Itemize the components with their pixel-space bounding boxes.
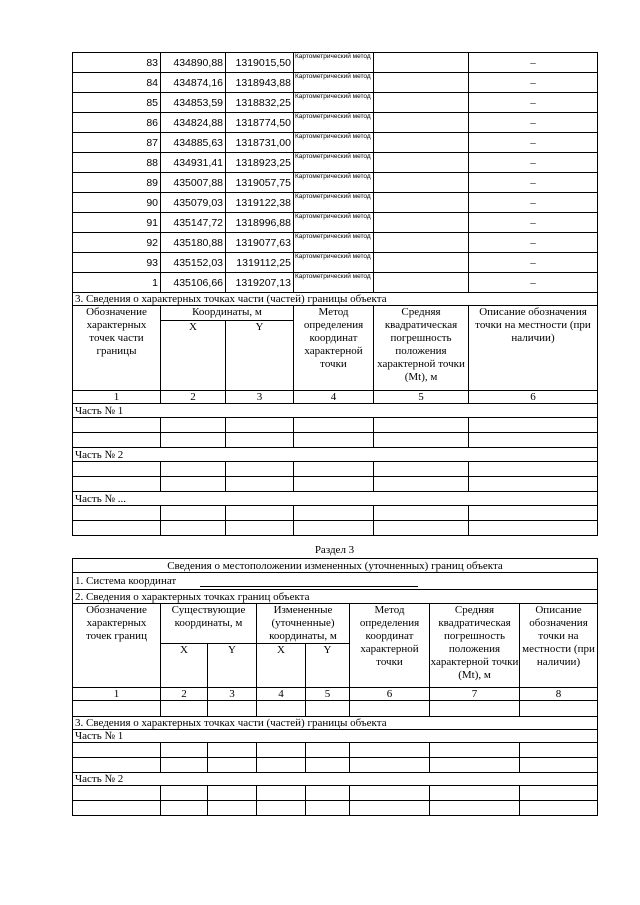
coord-x: 434931,41 <box>161 153 226 173</box>
table-row <box>73 433 598 448</box>
coord-x: 434890,88 <box>161 53 226 73</box>
description-cell: – <box>469 153 598 173</box>
empty-cell <box>306 786 350 801</box>
empty-cell <box>257 786 306 801</box>
empty-cell <box>226 433 294 448</box>
empty-cell <box>294 418 374 433</box>
section-heading: Раздел 3 <box>314 544 355 556</box>
header-y: Y <box>226 321 294 391</box>
coord-x: 434874,16 <box>161 73 226 93</box>
coord-y: 1318731,00 <box>226 133 294 153</box>
empty-cell <box>294 521 374 536</box>
empty-cell <box>73 462 161 477</box>
empty-cell <box>469 462 598 477</box>
table-row <box>73 717 598 730</box>
coord-x: 435152,03 <box>161 253 226 273</box>
empty-cell <box>306 758 350 773</box>
point-number: 88 <box>73 153 161 173</box>
coord-x: 434885,63 <box>161 133 226 153</box>
empty-cell <box>161 521 226 536</box>
empty-cell <box>73 786 161 801</box>
table-row <box>73 173 598 193</box>
description-cell: – <box>469 213 598 233</box>
empty-cell <box>161 506 226 521</box>
empty-cell <box>257 758 306 773</box>
error-cell <box>374 53 469 73</box>
table-row <box>73 213 598 233</box>
header-description: Описание обозначения точки на местности (при наличии) <box>520 604 598 688</box>
description-cell: – <box>469 173 598 193</box>
description-cell: – <box>469 193 598 213</box>
column-number: 3 <box>226 391 294 404</box>
empty-cell <box>161 701 208 717</box>
empty-cell <box>374 433 469 448</box>
error-cell <box>374 253 469 273</box>
empty-cell <box>208 758 257 773</box>
part-label: Часть № 2 <box>73 773 598 786</box>
coord-x: 434824,88 <box>161 113 226 133</box>
empty-cell <box>73 521 161 536</box>
empty-cell <box>257 801 306 816</box>
table-row <box>73 404 598 418</box>
coord-x: 435079,03 <box>161 193 226 213</box>
empty-cell <box>374 462 469 477</box>
table-row <box>73 743 598 758</box>
table-row <box>73 590 598 604</box>
table-row <box>73 391 598 404</box>
changed-boundaries-table <box>72 558 598 816</box>
point-number: 1 <box>73 273 161 293</box>
empty-cell <box>294 506 374 521</box>
column-number: 7 <box>430 688 520 701</box>
coord-y: 1318996,88 <box>226 213 294 233</box>
column-number: 1 <box>73 391 161 404</box>
table-row <box>73 506 598 521</box>
empty-cell <box>73 477 161 492</box>
table-row <box>73 758 598 773</box>
table-row <box>73 462 598 477</box>
empty-cell <box>257 743 306 758</box>
point-number: 83 <box>73 53 161 73</box>
empty-cell <box>374 477 469 492</box>
empty-cell <box>73 701 161 717</box>
empty-cell <box>161 801 208 816</box>
empty-cell <box>430 786 520 801</box>
error-cell <box>374 193 469 213</box>
coord-y: 1319015,50 <box>226 53 294 73</box>
empty-cell <box>520 801 598 816</box>
coord-x: 434853,59 <box>161 93 226 113</box>
table-row <box>73 801 598 816</box>
header-designation: Обозначение характерных точек части границы <box>73 306 161 391</box>
method-cell: Картометрический метод <box>294 213 374 233</box>
column-number: 4 <box>294 391 374 404</box>
table-row <box>73 193 598 213</box>
header-x: X <box>257 644 306 688</box>
column-number: 5 <box>306 688 350 701</box>
point-number: 84 <box>73 73 161 93</box>
empty-cell <box>73 743 161 758</box>
column-number: 2 <box>161 391 226 404</box>
table-row <box>73 273 598 293</box>
header-x: X <box>161 321 226 391</box>
part-label: Часть № 1 <box>73 730 598 743</box>
error-cell <box>374 73 469 93</box>
empty-cell <box>430 801 520 816</box>
error-cell <box>374 233 469 253</box>
table-row <box>73 306 598 321</box>
empty-cell <box>469 418 598 433</box>
description-cell: – <box>469 233 598 253</box>
empty-cell <box>430 758 520 773</box>
point-number: 89 <box>73 173 161 193</box>
coord-y: 1318832,25 <box>226 93 294 113</box>
header-description: Описание обозначения точки на местности (при наличии) <box>469 306 598 391</box>
header-designation: Обозначение характерных точек границ <box>73 604 161 688</box>
error-cell <box>374 113 469 133</box>
description-cell: – <box>469 253 598 273</box>
part-label: Часть № ... <box>73 492 598 506</box>
point-number: 87 <box>73 133 161 153</box>
method-cell: Картометрический метод <box>294 93 374 113</box>
coord-x: 435106,66 <box>161 273 226 293</box>
section-title: Сведения о местоположении измененных (уточненных) границ объекта <box>73 559 598 573</box>
description-cell: – <box>469 273 598 293</box>
empty-cell <box>226 506 294 521</box>
empty-cell <box>161 743 208 758</box>
method-cell: Картометрический метод <box>294 253 374 273</box>
description-cell: – <box>469 73 598 93</box>
empty-cell <box>208 743 257 758</box>
point-number: 91 <box>73 213 161 233</box>
error-cell <box>374 213 469 233</box>
empty-cell <box>520 758 598 773</box>
part-label: Часть № 2 <box>73 448 598 462</box>
table-row <box>73 53 598 73</box>
method-cell: Картометрический метод <box>294 193 374 213</box>
coord-y: 1318774,50 <box>226 113 294 133</box>
section-title: 2. Сведения о характерных точках границ объекта <box>73 590 598 604</box>
table-row <box>73 153 598 173</box>
empty-cell <box>73 758 161 773</box>
coord-y: 1319122,38 <box>226 193 294 213</box>
method-cell: Картометрический метод <box>294 73 374 93</box>
point-number: 93 <box>73 253 161 273</box>
error-cell <box>374 173 469 193</box>
coord-system-row <box>73 573 598 590</box>
header-y: Y <box>306 644 350 688</box>
column-number: 5 <box>374 391 469 404</box>
header-changed: Измененные (уточненные) координаты, м <box>257 604 350 644</box>
empty-cell <box>226 477 294 492</box>
empty-cell <box>430 743 520 758</box>
table-row <box>73 113 598 133</box>
header-x: X <box>161 644 208 688</box>
empty-cell <box>306 801 350 816</box>
coord-y: 1319207,13 <box>226 273 294 293</box>
table-row <box>73 688 598 701</box>
empty-cell <box>306 743 350 758</box>
empty-cell <box>374 521 469 536</box>
empty-cell <box>350 758 430 773</box>
header-y: Y <box>208 644 257 688</box>
empty-cell <box>257 701 306 717</box>
point-number: 90 <box>73 193 161 213</box>
table-row <box>73 786 598 801</box>
empty-cell <box>208 801 257 816</box>
table-row <box>73 559 598 573</box>
header-coords: Координаты, м <box>161 306 294 321</box>
coord-y: 1319057,75 <box>226 173 294 193</box>
column-number: 4 <box>257 688 306 701</box>
empty-cell <box>73 506 161 521</box>
empty-cell <box>208 701 257 717</box>
column-number: 6 <box>469 391 598 404</box>
coord-y: 1318943,88 <box>226 73 294 93</box>
column-number: 2 <box>161 688 208 701</box>
coord-y: 1318923,25 <box>226 153 294 173</box>
point-number: 86 <box>73 113 161 133</box>
section-title: 3. Сведения о характерных точках части (частей) границы объекта <box>73 717 598 730</box>
coord-y: 1319077,63 <box>226 233 294 253</box>
empty-cell <box>469 506 598 521</box>
coord-x: 435180,88 <box>161 233 226 253</box>
empty-cell <box>226 521 294 536</box>
empty-cell <box>469 477 598 492</box>
empty-cell <box>73 433 161 448</box>
empty-cell <box>306 701 350 717</box>
method-cell: Картометрический метод <box>294 233 374 253</box>
column-number: 1 <box>73 688 161 701</box>
empty-cell <box>73 801 161 816</box>
table-row <box>73 573 598 590</box>
coord-y: 1319112,25 <box>226 253 294 273</box>
empty-cell <box>350 801 430 816</box>
table-row <box>73 93 598 113</box>
empty-cell <box>161 477 226 492</box>
table-row <box>73 477 598 492</box>
coord-x: 435007,88 <box>161 173 226 193</box>
empty-cell <box>520 743 598 758</box>
table-row <box>73 293 598 306</box>
method-cell: Картометрический метод <box>294 133 374 153</box>
part-label: Часть № 1 <box>73 404 598 418</box>
empty-cell <box>430 701 520 717</box>
empty-cell <box>374 506 469 521</box>
method-cell: Картометрический метод <box>294 113 374 133</box>
empty-cell <box>73 418 161 433</box>
empty-cell <box>520 786 598 801</box>
header-method: Метод определения координат характерной точки <box>350 604 430 688</box>
table-row <box>73 701 598 717</box>
error-cell <box>374 133 469 153</box>
boundary-points-table <box>72 52 598 536</box>
table-row <box>73 253 598 273</box>
column-number: 6 <box>350 688 430 701</box>
method-cell: Картометрический метод <box>294 173 374 193</box>
empty-cell <box>161 758 208 773</box>
column-number: 3 <box>208 688 257 701</box>
empty-cell <box>469 521 598 536</box>
error-cell <box>374 273 469 293</box>
table-row <box>73 730 598 743</box>
empty-cell <box>208 786 257 801</box>
header-existing: Существующие координаты, м <box>161 604 257 644</box>
empty-cell <box>350 743 430 758</box>
description-cell: – <box>469 133 598 153</box>
coord-system-label: 1. Система координат <box>75 575 177 587</box>
table-row <box>73 133 598 153</box>
error-cell <box>374 153 469 173</box>
method-cell: Картометрический метод <box>294 273 374 293</box>
empty-cell <box>350 786 430 801</box>
header-error: Средняя квадратическая погрешность положения характерной точки (Mt), м <box>430 604 520 688</box>
header-method: Метод определения координат характерной точки <box>294 306 374 391</box>
method-cell: Картометрический метод <box>294 153 374 173</box>
error-cell <box>374 93 469 113</box>
empty-cell <box>469 433 598 448</box>
empty-cell <box>294 477 374 492</box>
table-row <box>73 418 598 433</box>
empty-cell <box>161 433 226 448</box>
description-cell: – <box>469 113 598 133</box>
section-title: 3. Сведения о характерных точках части (частей) границы объекта <box>73 293 598 306</box>
empty-cell <box>520 701 598 717</box>
empty-cell <box>161 462 226 477</box>
empty-cell <box>294 462 374 477</box>
column-number: 8 <box>520 688 598 701</box>
empty-cell <box>161 786 208 801</box>
method-cell: Картометрический метод <box>294 53 374 73</box>
point-number: 92 <box>73 233 161 253</box>
coord-x: 435147,72 <box>161 213 226 233</box>
empty-cell <box>226 462 294 477</box>
table-row <box>73 492 598 506</box>
empty-cell <box>161 418 226 433</box>
table-row <box>73 604 598 644</box>
coord-system-blank <box>200 576 418 587</box>
table-row <box>73 448 598 462</box>
empty-cell <box>226 418 294 433</box>
table-row <box>73 73 598 93</box>
empty-cell <box>294 433 374 448</box>
description-cell: – <box>469 53 598 73</box>
table-row <box>73 521 598 536</box>
table-row <box>73 773 598 786</box>
empty-cell <box>374 418 469 433</box>
point-number: 85 <box>73 93 161 113</box>
header-error: Средняя квадратическая погрешность положения характерной точки (Mt), м <box>374 306 469 391</box>
description-cell: – <box>469 93 598 113</box>
table-row <box>73 233 598 253</box>
empty-cell <box>350 701 430 717</box>
